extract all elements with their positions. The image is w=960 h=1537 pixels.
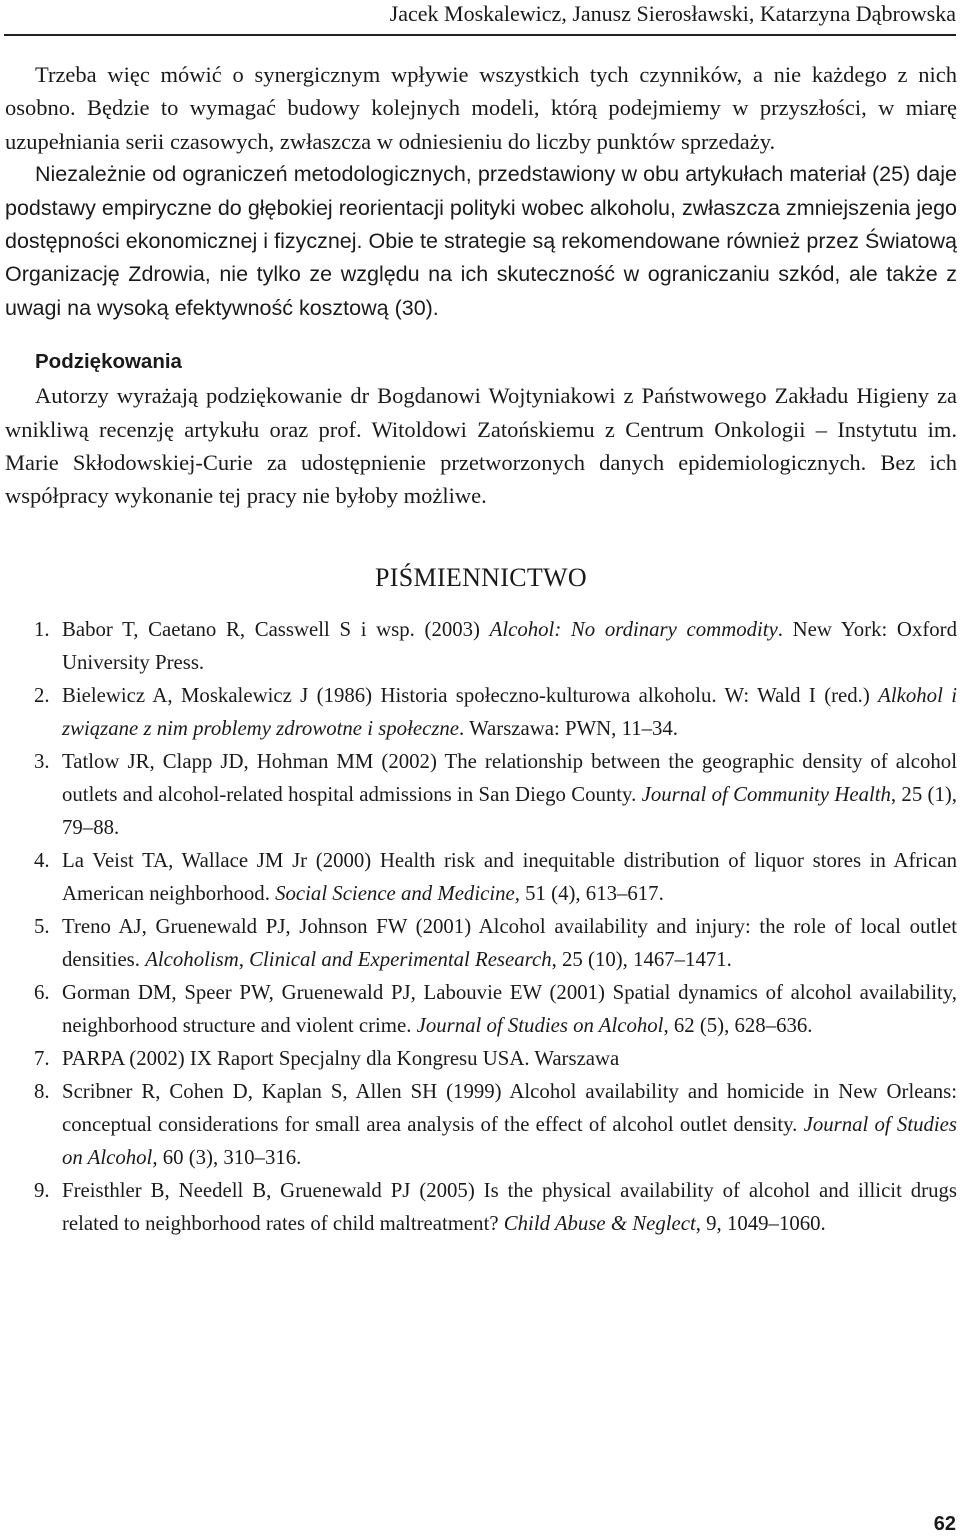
reference-title: Journal of Studies on Alcohol [416, 1013, 664, 1037]
reference-number: 8. [34, 1079, 50, 1103]
reference-title: Journal of Studies on Alcohol [62, 1112, 957, 1169]
reference-number: 6. [34, 980, 50, 1004]
reference-details: , 25 (10), 1467–1471. [551, 947, 732, 971]
reference-item [5, 844, 957, 910]
reference-text: Treno AJ, Gruenewald PJ, Johnson FW (2001) Alcohol availability and injury: the role of local outlet densities. [62, 914, 957, 971]
reference-details: . New York: Oxford University Press. [62, 617, 958, 674]
reference-text: Gorman DM, Speer PW, Gruenewald PJ, Labouvie EW (2001) Spatial dynamics of alcohol availability, neighborhood structure and violent crime. [62, 980, 957, 1037]
reference-title: Social Science and Medicine, [275, 881, 520, 905]
reference-details: , 9, 1049–1060. [695, 1211, 826, 1235]
reference-title: Journal of Community Health [641, 782, 891, 806]
reference-item [5, 976, 957, 1042]
reference-item [5, 1075, 957, 1174]
acknowledgements-heading: Podziękowania [35, 350, 182, 374]
reference-title: Child Abuse & Neglect [503, 1211, 696, 1235]
body-paragraph-2: Niezależnie od ograniczeń metodologicznych, przedstawiony w obu artykułach materiał (25) daje podstawy empiryczne do głębokiej reorientacji polityki wobec alkoholu, zwłaszcza zmniejszenia jego dostępności ekonomicznej i fizycznej. Obie te strategie są rekomendowane również przez Światową Organizację Zdrowia, nie tylko ze względu na ich skuteczność w ograniczaniu szkód, ale także z uwagi na wysoką efektywność kosztową (30). [5, 162, 957, 320]
running-header [4, 0, 956, 36]
reference-text: Freisthler B, Needell B, Gruenewald PJ (2005) Is the physical availability of alcohol and illicit drugs related to neighborhood rates of child maltreatment? [62, 1178, 957, 1235]
reference-number: 4. [34, 848, 50, 872]
reference-list [5, 613, 957, 1240]
acknowledgements-text: Autorzy wyrażają podziękowanie dr Bogdanowi Wojtyniakowi z Państwowego Zakładu Higieny za wnikliwą recenzję artykułu oraz prof. Witoldowi Zatońskiemu z Centrum Onkologii – Instytutu im. Marie Skłodowskiej-Curie za udostępnienie przetworzonych danych epidemiologicznych. Bez ich współpracy wykonanie tej pracy nie byłoby możliwe. [5, 383, 957, 509]
page-number: 62 [933, 1513, 956, 1535]
reference-title: Alcoholism, Clinical and Experimental Research [145, 947, 552, 971]
reference-number: 7. [34, 1046, 50, 1070]
reference-details: 51 (4), 613–617. [519, 881, 664, 905]
body-paragraph-1: Trzeba więc mówić o synergicznym wpływie wszystkich tych czynników, a nie każdego z nich osobno. Będzie to wymagać budowy kolejnych modeli, którą podejmiemy w przyszłości, w miarę uzupełniania serii czasowych, zwłaszcza w odniesieniu do liczby punktów sprzedaży. [5, 62, 957, 154]
reference-details: . Warszawa: PWN, 11–34. [459, 716, 679, 740]
reference-number: 9. [34, 1178, 50, 1202]
reference-details: , 60 (3), 310–316. [152, 1145, 302, 1169]
reference-text: Bielewicz A, Moskalewicz J (1986) Historia społeczno-kulturowa alkoholu. W: Wald I (red.) [62, 683, 879, 707]
reference-text: Babor T, Caetano R, Casswell S i wsp. (2003) [62, 617, 490, 641]
references-heading: PIŚMIENNICTWO [375, 562, 587, 592]
reference-details: , 25 (1), 79–88. [62, 782, 957, 839]
reference-details: , 62 (5), 628–636. [663, 1013, 813, 1037]
reference-item [5, 910, 957, 976]
reference-title: Alcohol: No ordinary commodity [489, 617, 778, 641]
header-authors: Jacek Moskalewicz, Janusz Sierosławski, Katarzyna Dąbrowska [389, 1, 956, 26]
reference-item [5, 1174, 957, 1240]
reference-number: 1. [34, 617, 50, 641]
reference-item [5, 613, 957, 679]
reference-number: 2. [34, 683, 50, 707]
reference-title: Alkohol i związane z nim problemy zdrowotne i społeczne [62, 683, 957, 740]
reference-number: 3. [34, 749, 50, 773]
reference-text: Tatlow JR, Clapp JD, Hohman MM (2002) The relationship between the geographic density of alcohol outlets and alcohol-related hospital admissions in San Diego County. [62, 749, 957, 806]
reference-text: Scribner R, Cohen D, Kaplan S, Allen SH (1999) Alcohol availability and homicide in New Orleans: conceptual considerations for small area analysis of the effect of alcohol outlet density. [62, 1079, 957, 1136]
reference-item [5, 745, 957, 844]
reference-number: 5. [34, 914, 50, 938]
reference-item [5, 679, 957, 745]
page-content [5, 58, 957, 1240]
reference-text: PARPA (2002) IX Raport Specjalny dla Kongresu USA. Warszawa [62, 1046, 620, 1070]
reference-item [5, 1042, 957, 1075]
reference-text: La Veist TA, Wallace JM Jr (2000) Health risk and inequitable distribution of liquor stores in African American neighborhood. [62, 848, 957, 905]
